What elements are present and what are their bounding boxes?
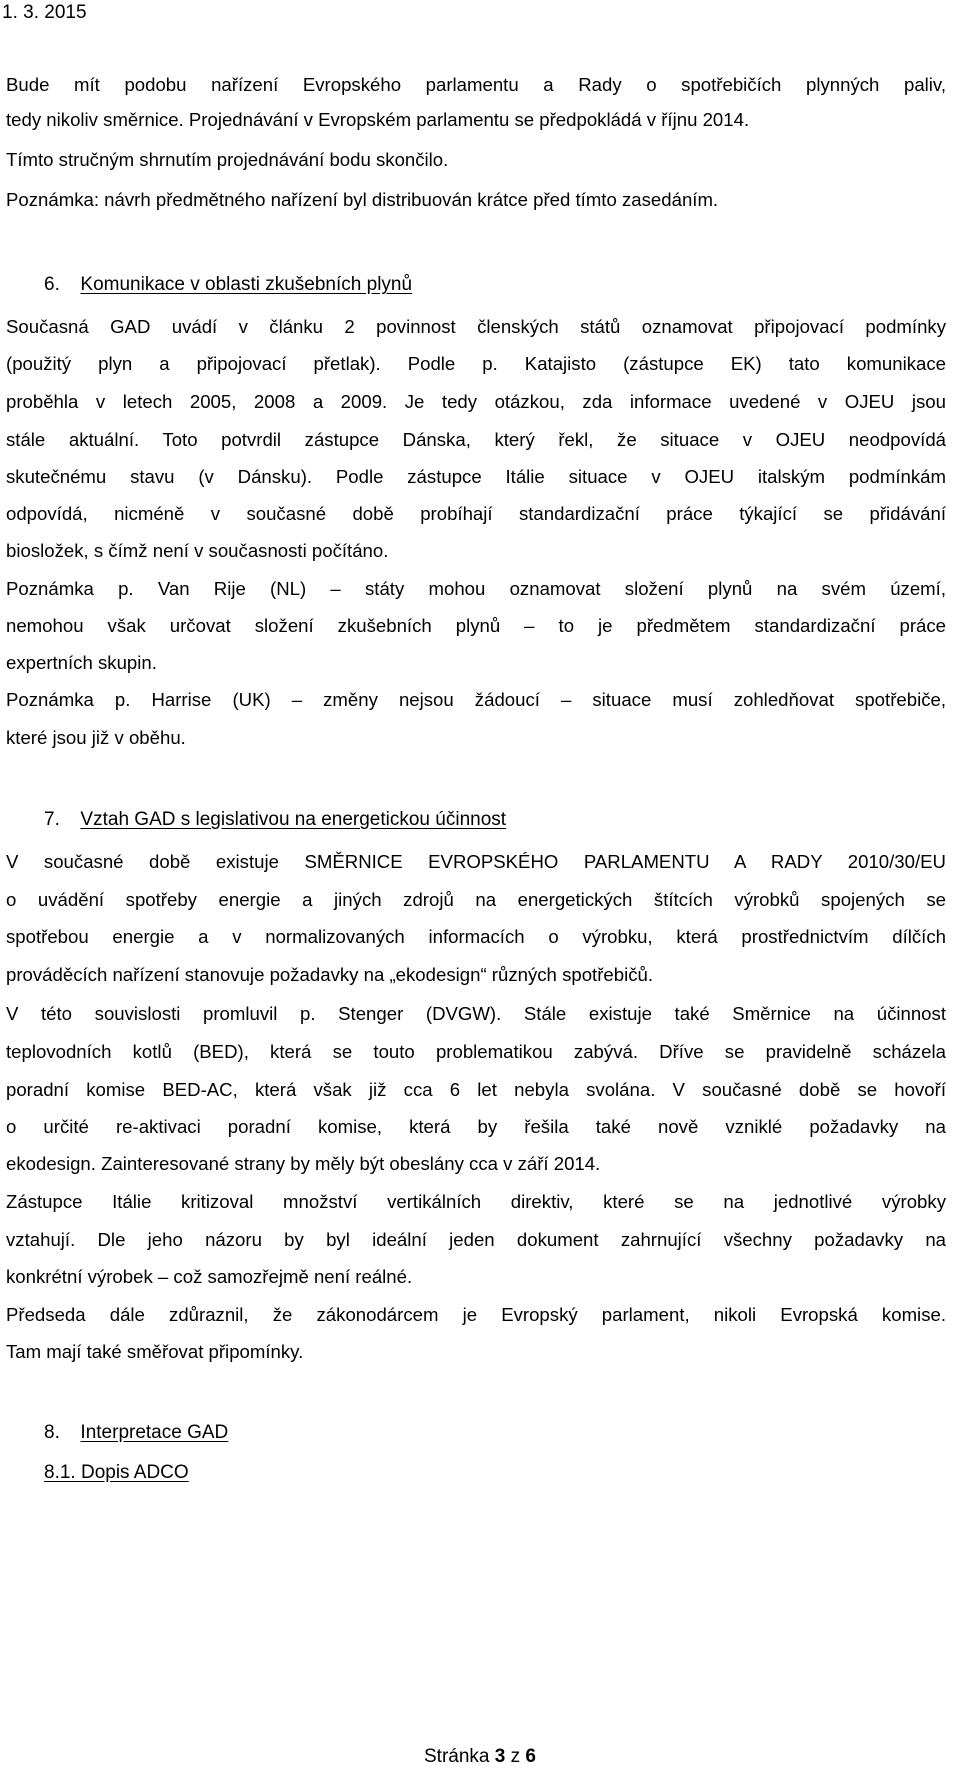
footer-page-number: 3 — [494, 1746, 506, 1767]
footer-prefix: Stránka — [424, 1746, 495, 1767]
paragraph-line: spotřebou energie a v normalizovaných informacích o výrobku, která prostřednictvím dílčích — [6, 926, 946, 947]
paragraph-line: odpovídá, nicméně v současné době probíhají standardizační práce týkající se přidávání — [6, 503, 946, 524]
intro-line: Poznámka: návrh předmětného nařízení byl distribuován krátce před tímto zasedáním. — [6, 189, 719, 210]
section-8-1-heading — [44, 1461, 189, 1485]
paragraph-line: o určité re-aktivaci poradní komise, která by řešila také nově vzniklé požadavky na — [6, 1116, 946, 1137]
section-8-heading — [44, 1421, 228, 1445]
paragraph-line: (použitý plyn a připojovací přetlak). Podle p. Katajisto (zástupce EK) tato komunikace — [6, 353, 946, 374]
section-number: 6. — [44, 274, 60, 295]
paragraph-line: expertních skupin. — [6, 652, 157, 673]
section-title: 8.1. Dopis ADCO — [44, 1462, 189, 1483]
paragraph-line: teplovodních kotlů (BED), která se touto problematikou zabývá. Dříve se pravidelně scházela — [6, 1041, 946, 1062]
paragraph-line: ekodesign. Zainteresované strany by měly být obeslány cca v září 2014. — [6, 1153, 601, 1174]
paragraph-line: Poznámka p. Harrise (UK) – změny nejsou žádoucí – situace musí zohledňovat spotřebiče, — [6, 689, 946, 710]
section-7-heading — [44, 808, 506, 832]
paragraph-line: poradní komise BED-AC, která však již cca 6 let nebyla svolána. V současné době se hovoří — [6, 1079, 946, 1100]
intro-line: Bude mít podobu nařízení Evropského parlamentu a Rady o spotřebičích plynných paliv, — [6, 74, 946, 95]
paragraph-line: V této souvislosti promluvil p. Stenger (DVGW). Stále existuje také Směrnice na účinnost — [6, 1003, 946, 1024]
paragraph-line: Poznámka p. Van Rije (NL) – státy mohou oznamovat složení plynů na svém území, — [6, 578, 946, 599]
section-number: 7. — [44, 809, 60, 830]
paragraph-line: Zástupce Itálie kritizoval množství vertikálních direktiv, které se na jednotlivé výrobky — [6, 1191, 946, 1212]
footer-page-total: 6 — [525, 1746, 536, 1767]
paragraph-line: Tam mají také směřovat připomínky. — [6, 1341, 304, 1362]
page-footer — [0, 1746, 960, 1768]
paragraph-line: Předseda dále zdůraznil, že zákonodárcem je Evropský parlament, nikoli Evropská komise. — [6, 1304, 946, 1325]
paragraph-line: konkrétní výrobek – což samozřejmě není reálné. — [6, 1266, 413, 1287]
intro-line: Tímto stručným shrnutím projednávání bodu skončilo. — [6, 149, 449, 170]
paragraph-line: Současná GAD uvádí v článku 2 povinnost členských států oznamovat připojovací podmínky — [6, 316, 946, 337]
paragraph-line: prováděcích nařízení stanovuje požadavky na „ekodesign“ různých spotřebičů. — [6, 964, 654, 985]
paragraph-line: biosložek, s čímž není v současnosti počítáno. — [6, 540, 389, 561]
footer-middle: z — [505, 1746, 526, 1767]
paragraph-line: nemohou však určovat složení zkušebních plynů – to je předmětem standardizační práce — [6, 615, 946, 636]
paragraph-line: proběhla v letech 2005, 2008 a 2009. Je tedy otázkou, zda informace uvedené v OJEU jsou — [6, 391, 946, 412]
intro-line: tedy nikoliv směrnice. Projednávání v Evropském parlamentu se předpokládá v říjnu 2014. — [6, 109, 750, 130]
paragraph-line: vztahují. Dle jeho názoru by byl ideální jeden dokument zahrnující všechny požadavky na — [6, 1229, 946, 1250]
paragraph-line: o uvádění spotřeby energie a jiných zdrojů na energetických štítcích výrobků spojených se — [6, 889, 946, 910]
paragraph-line: stále aktuální. Toto potvrdil zástupce Dánska, který řekl, že situace v OJEU neodpovídá — [6, 429, 946, 450]
section-number: 8. — [44, 1422, 60, 1443]
section-6-heading — [44, 273, 412, 297]
paragraph-line: které jsou již v oběhu. — [6, 727, 186, 748]
section-title: Vztah GAD s legislativou na energetickou účinnost — [80, 809, 507, 830]
paragraph-line: skutečnému stavu (v Dánsku). Podle zástupce Itálie situace v OJEU italským podmínkám — [6, 466, 946, 487]
paragraph-line: V současné době existuje SMĚRNICE EVROPSKÉHO PARLAMENTU A RADY 2010/30/EU — [6, 851, 946, 872]
section-title: Komunikace v oblasti zkušebních plynů — [80, 274, 413, 295]
page-date: 1. 3. 2015 — [2, 2, 87, 23]
section-title: Interpretace GAD — [80, 1422, 229, 1443]
